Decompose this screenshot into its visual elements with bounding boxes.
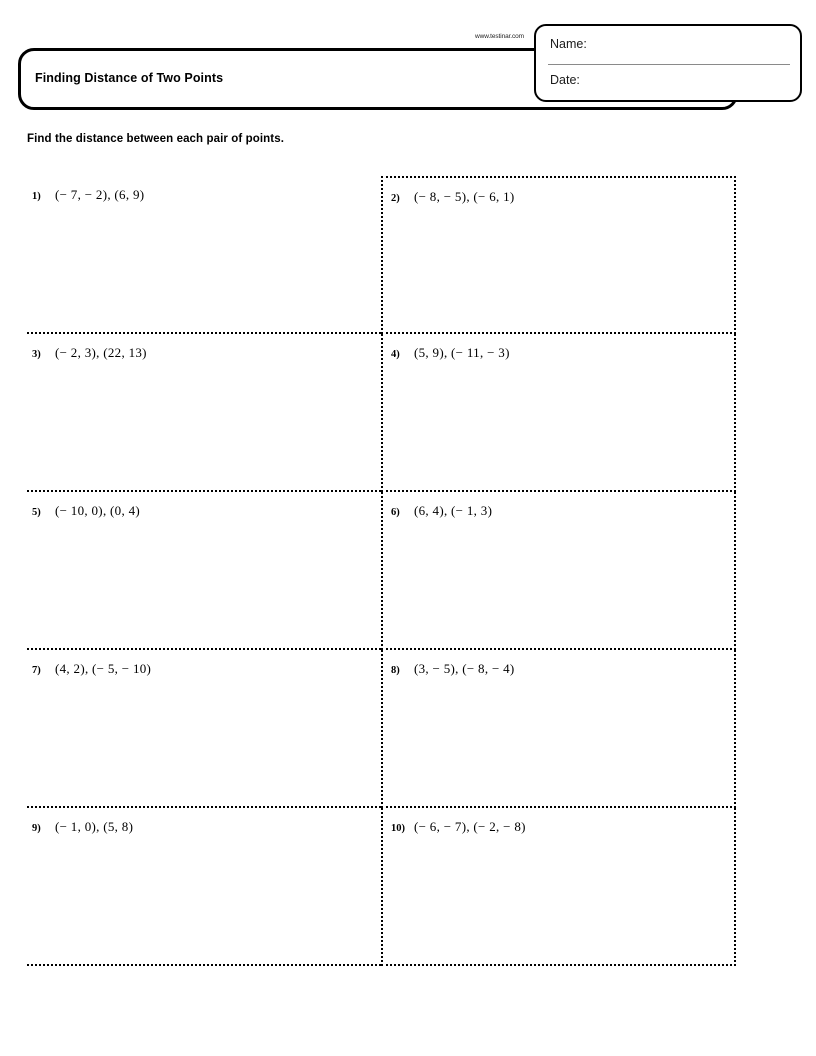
- site-watermark: www.testinar.com: [475, 33, 524, 40]
- problem-expression: (4, 2), (− 5, − 10): [55, 661, 152, 676]
- problem-cell[interactable]: [27, 334, 381, 492]
- problem-number: 1): [32, 191, 41, 202]
- problem-cell[interactable]: [381, 650, 736, 808]
- instruction-text: Find the distance between each pair of points.: [27, 133, 284, 145]
- problem-item: [391, 661, 515, 677]
- name-write-line[interactable]: [548, 64, 790, 65]
- problem-expression: (− 10, 0), (0, 4): [55, 503, 140, 518]
- problem-number: 9): [32, 823, 41, 834]
- name-date-box: [534, 24, 802, 102]
- problem-row: [27, 334, 736, 492]
- problem-row: [27, 808, 736, 966]
- problem-grid: [27, 176, 736, 966]
- problem-number: 2): [391, 193, 400, 204]
- problem-number: 4): [391, 349, 400, 360]
- problem-number: 5): [32, 507, 41, 518]
- problem-item: [32, 503, 140, 519]
- problem-item: [32, 187, 144, 203]
- problem-item: [391, 345, 510, 361]
- problem-expression: (5, 9), (− 11, − 3): [414, 345, 510, 360]
- problem-expression: (− 6, − 7), (− 2, − 8): [414, 819, 526, 834]
- problem-item: [32, 661, 151, 677]
- problem-item: [391, 819, 526, 835]
- problem-expression: (− 8, − 5), (− 6, 1): [414, 189, 515, 204]
- page-title: Finding Distance of Two Points: [35, 71, 224, 85]
- problem-cell[interactable]: [27, 176, 381, 334]
- problem-item: [391, 189, 515, 205]
- problem-cell[interactable]: [27, 492, 381, 650]
- problem-row: [27, 176, 736, 334]
- problem-expression: (− 7, − 2), (6, 9): [55, 187, 145, 202]
- problem-item: [32, 345, 147, 361]
- problem-item: [32, 819, 133, 835]
- problem-number: 8): [391, 665, 400, 676]
- problem-number: 3): [32, 349, 41, 360]
- problem-expression: (− 2, 3), (22, 13): [55, 345, 147, 360]
- date-label: Date:: [550, 73, 580, 87]
- problem-expression: (− 1, 0), (5, 8): [55, 819, 134, 834]
- problem-row: [27, 650, 736, 808]
- problem-expression: (3, − 5), (− 8, − 4): [414, 661, 515, 676]
- problem-cell[interactable]: [381, 334, 736, 492]
- problem-cell[interactable]: [381, 808, 736, 966]
- problem-cell[interactable]: [381, 176, 736, 334]
- problem-cell[interactable]: [381, 492, 736, 650]
- problem-item: [391, 503, 492, 519]
- problem-number: 7): [32, 665, 41, 676]
- problem-cell[interactable]: [27, 808, 381, 966]
- problem-expression: (6, 4), (− 1, 3): [414, 503, 493, 518]
- problem-row: [27, 492, 736, 650]
- worksheet-header: [0, 0, 816, 120]
- name-label: Name:: [550, 37, 587, 51]
- problem-cell[interactable]: [27, 650, 381, 808]
- problem-number: 10): [391, 823, 405, 834]
- problem-number: 6): [391, 507, 400, 518]
